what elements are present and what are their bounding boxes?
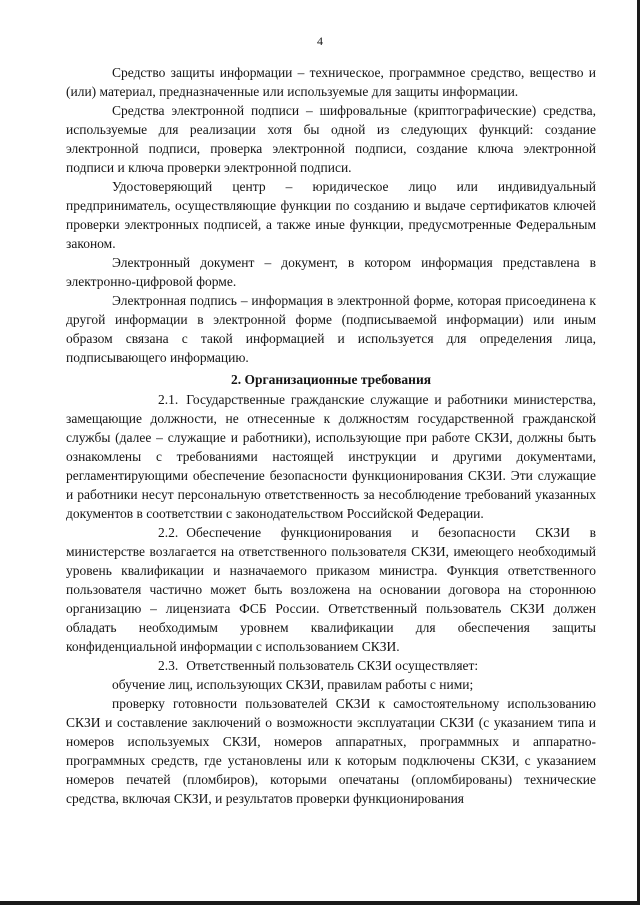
document-body bbox=[66, 63, 596, 808]
scan-edge-bottom bbox=[0, 901, 640, 905]
sub-paragraph: обучение лиц, использующих СКЗИ, правилам работы с ними; bbox=[112, 677, 474, 692]
item-text: Ответственный пользователь СКЗИ осуществляет: bbox=[186, 658, 479, 673]
paragraph-definition: Электронный документ – документ, в котором информация представлена в электронно-цифровой форме. bbox=[66, 255, 596, 289]
numbered-item bbox=[66, 656, 596, 675]
item-number: 2.1. bbox=[158, 392, 179, 407]
item-number: 2.3. bbox=[158, 658, 179, 673]
item-number: 2.2. bbox=[158, 525, 179, 540]
paragraph-definition: Средство защиты информации – техническое, программное средство, вещество и (или) материал, предназначенные или используемые для защиты информации. bbox=[66, 65, 596, 99]
page-number: 4 bbox=[317, 34, 323, 48]
sub-paragraph: проверку готовности пользователей СКЗИ к самостоятельному использованию СКЗИ и составление заключений о возможности эксплуатации СКЗИ (с указанием типа и номеров используемых СКЗИ, номеров аппаратных, программных и аппаратно-программных средств, где установлены или к которым подключены СКЗИ, с указанием номеров печатей (пломбиров), которыми опечатаны (опломбированы) технические средства, включая СКЗИ, и результатов проверки функционирования bbox=[66, 696, 596, 806]
numbered-item bbox=[66, 390, 596, 523]
paragraph-definition: Электронная подпись – информация в электронной форме, которая присоединена к другой информации в электронной форме (подписываемой информации) или иным образом связана с такой информацией и используется для определения лица, подписывающего информацию. bbox=[66, 293, 596, 365]
numbered-item bbox=[66, 523, 596, 656]
paragraph-definition: Удостоверяющий центр – юридическое лицо или индивидуальный предприниматель, осуществляющие функции по созданию и выдаче сертификатов ключей проверки электронных подписей, а также иные функции, предусмотренные Федеральным законом. bbox=[66, 179, 596, 251]
item-text: Обеспечение функционирования и безопасности СКЗИ в министерстве возлагается на ответственного пользователя СКЗИ, имеющего необходимый уровень квалификации и назначаемого приказом министра. Функция ответственного пользователя частично может быть возложена на основании договора на стороннюю организацию – лицензиата ФСБ России. Ответственный пользователь СКЗИ должен обладать необходимым уровнем квалификации для обеспечения защиты конфиденциальной информации с использованием СКЗИ. bbox=[66, 525, 596, 654]
section-heading: 2. Организационные требования bbox=[230, 372, 432, 387]
paragraph-definition: Средства электронной подписи – шифровальные (криптографические) средства, используемые для реализации хотя бы одной из следующих функций: создание электронной подписи, проверка электронной подписи, создание ключа электронной подписи и ключа проверки электронной подписи. bbox=[66, 103, 596, 175]
item-text: Государственные гражданские служащие и работники министерства, замещающие должности, не отнесенные к должностям государственной гражданской службы (далее – служащие и работники), использующие при работе СКЗИ, должны быть ознакомлены с требованиями настоящей инструкции и другими документами, регламентирующими обеспечение безопасности функционирования СКЗИ. Эти служащие и работники несут персональную ответственность за несоблюдение требований указанных документов в соответствии с законодательством Российской Федерации. bbox=[66, 392, 596, 521]
